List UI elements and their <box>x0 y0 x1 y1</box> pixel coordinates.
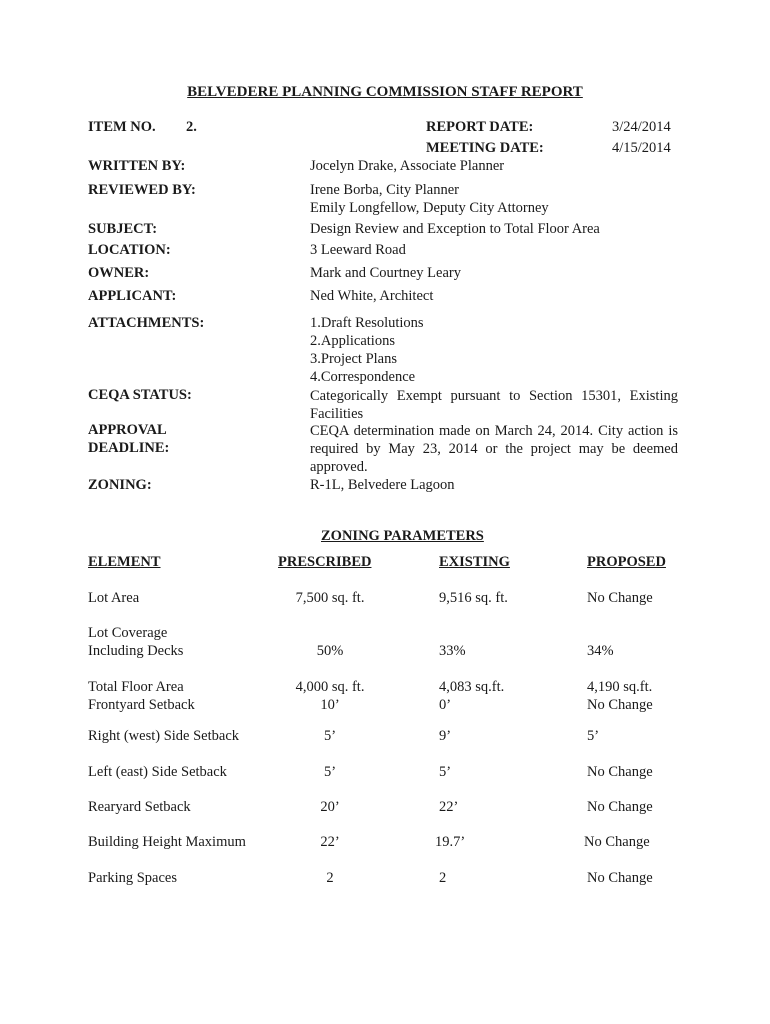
table-cell-element: Lot Coverage <box>88 625 168 641</box>
table-cell-element: Lot Area <box>88 590 140 606</box>
col-header-existing: EXISTING <box>439 554 510 570</box>
col-header-prescribed: PRESCRIBED <box>278 554 372 570</box>
zoning-value: R-1L, Belvedere Lagoon <box>310 477 455 493</box>
approval-value: CEQA determination made on March 24, 2014. City action is required by May 23, 2014 or the project may be deemed approved. <box>310 423 678 475</box>
owner-value: Mark and Courtney Leary <box>310 265 461 281</box>
written-by-label: WRITTEN BY: <box>88 158 186 174</box>
approval-label: APPROVAL <box>88 422 167 438</box>
report-title: BELVEDERE PLANNING COMMISSION STAFF REPORT <box>187 84 583 100</box>
table-cell-proposed: 4,190 sq.ft. <box>587 679 653 695</box>
table-cell-existing: 5’ <box>439 764 452 780</box>
reviewed-by-value-2: Emily Longfellow, Deputy City Attorney <box>310 200 549 216</box>
table-cell-proposed: No Change <box>587 590 653 606</box>
table-cell-existing: 22’ <box>439 799 459 815</box>
table-cell-existing: 19.7’ <box>435 834 466 850</box>
table-cell-proposed: No Change <box>587 799 653 815</box>
attachment-item: 1.Draft Resolutions <box>310 315 424 331</box>
zoning-parameters-heading: ZONING PARAMETERS <box>321 528 484 544</box>
table-cell-prescribed: 20’ <box>320 799 340 815</box>
owner-label: OWNER: <box>88 265 150 281</box>
table-cell-proposed: 34% <box>587 643 614 659</box>
attachments-label: ATTACHMENTS: <box>88 315 205 331</box>
table-cell-existing: 9,516 sq. ft. <box>439 590 508 606</box>
table-cell-prescribed: 2 <box>326 870 334 886</box>
report-date-value: 3/24/2014 <box>612 119 671 135</box>
table-cell-prescribed: 50% <box>316 643 344 659</box>
table-cell-existing: 0’ <box>439 697 452 713</box>
item-value: 2. <box>186 119 197 135</box>
location-value: 3 Leeward Road <box>310 242 406 258</box>
table-cell-element: Parking Spaces <box>88 870 177 886</box>
table-cell-prescribed: 7,500 sq. ft. <box>295 590 365 606</box>
written-by-value: Jocelyn Drake, Associate Planner <box>310 158 505 174</box>
table-cell-existing: 4,083 sq.ft. <box>439 679 505 695</box>
table-cell-existing: 2 <box>439 870 447 886</box>
applicant-value: Ned White, Architect <box>310 288 434 304</box>
table-cell-prescribed: 4,000 sq. ft. <box>295 679 365 695</box>
attachment-item: 2.Applications <box>310 333 395 349</box>
table-cell-proposed: 5’ <box>587 728 600 744</box>
table-cell-prescribed: 10’ <box>320 697 340 713</box>
reviewed-by-value-1: Irene Borba, City Planner <box>310 182 459 198</box>
reviewed-by-label: REVIEWED BY: <box>88 182 196 198</box>
applicant-label: APPLICANT: <box>88 288 177 304</box>
table-cell-proposed: No Change <box>584 834 650 850</box>
table-cell-existing: 33% <box>439 643 466 659</box>
table-cell-element: Rearyard Setback <box>88 799 191 815</box>
ceqa-value: Categorically Exempt pursuant to Section 15301, Existing Facilities <box>310 388 678 422</box>
table-cell-element: Building Height Maximum <box>88 834 246 850</box>
table-cell-prescribed: 22’ <box>320 834 340 850</box>
table-cell-proposed: No Change <box>587 764 653 780</box>
table-cell-proposed: No Change <box>587 697 653 713</box>
table-cell-proposed: No Change <box>587 870 653 886</box>
table-cell-element: Left (east) Side Setback <box>88 764 227 780</box>
report-date-label: REPORT DATE: <box>426 119 534 135</box>
meeting-date-label: MEETING DATE: <box>426 140 544 156</box>
table-cell-existing: 9’ <box>439 728 452 744</box>
table-cell-element: Total Floor Area <box>88 679 184 695</box>
col-header-element: ELEMENT <box>88 554 161 570</box>
zoning-label: ZONING: <box>88 477 152 493</box>
subject-label: SUBJECT: <box>88 221 158 237</box>
item-label: ITEM NO. <box>88 119 156 135</box>
attachment-item: 3.Project Plans <box>310 351 397 367</box>
table-cell-element: Frontyard Setback <box>88 697 195 713</box>
deadline-label: DEADLINE: <box>88 440 170 456</box>
table-cell-prescribed: 5’ <box>323 728 337 744</box>
location-label: LOCATION: <box>88 242 171 258</box>
subject-value: Design Review and Exception to Total Floor Area <box>310 221 600 237</box>
attachment-item: 4.Correspondence <box>310 369 416 385</box>
table-cell-element: Including Decks <box>88 643 184 659</box>
col-header-proposed: PROPOSED <box>587 554 666 570</box>
table-cell-prescribed: 5’ <box>323 764 337 780</box>
meeting-date-value: 4/15/2014 <box>612 140 671 156</box>
table-cell-element: Right (west) Side Setback <box>88 728 240 744</box>
ceqa-label: CEQA STATUS: <box>88 387 192 403</box>
